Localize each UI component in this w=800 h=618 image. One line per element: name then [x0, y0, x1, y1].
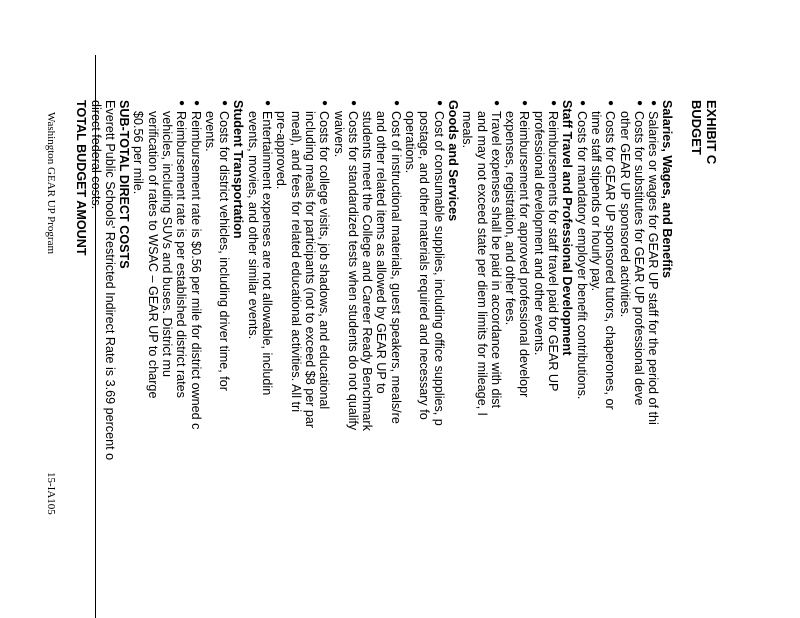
bullet-icon: ● — [319, 100, 331, 107]
list-item-text: and other related items as allowed by GEAR UP to — [374, 111, 389, 394]
list-item — [246, 100, 275, 618]
section-item-list — [246, 100, 446, 618]
bullet-icon: ● — [262, 100, 274, 107]
indirect-rate-text — [88, 100, 117, 618]
bullet-icon: ● — [519, 100, 531, 107]
list-item-text: Reimbursement for approved professional developr — [517, 111, 532, 398]
list-item-text: waivers. — [331, 111, 346, 158]
list-item-text: meals. — [460, 111, 475, 149]
list-item-text: professional development and other events. — [531, 111, 546, 356]
bullet-icon: ● — [633, 100, 645, 107]
list-item-text: Costs for college visits, job shadows, and educational — [317, 111, 332, 410]
list-item-text: Costs for GEAR UP sponsored tutors, chaperones, or — [603, 111, 618, 410]
section-item-list — [131, 100, 231, 618]
list-item-text: Costs for mandatory employer benefit contributions. — [574, 111, 589, 400]
list-item-text: Reimbursement rate is $0.56 per mile for district owned c — [188, 111, 203, 430]
list-item — [360, 100, 403, 618]
section-heading: Student Transportation — [231, 100, 246, 239]
list-item-text: vehicles, including SUVs and buses. District mu — [160, 111, 175, 377]
bullet-icon: ● — [347, 100, 359, 107]
list-item — [403, 100, 446, 618]
list-item-text: Reimbursements for staff travel paid for GEAR UP — [546, 111, 561, 392]
bullet-icon: ● — [648, 100, 660, 107]
budget-document-body — [74, 100, 719, 618]
exhibit-label: EXHIBIT C — [704, 100, 719, 165]
list-item — [503, 100, 532, 618]
section-heading: Staff Travel and Professional Development — [560, 100, 575, 356]
total-heading: TOTAL BUDGET AMOUNT — [74, 100, 89, 256]
bullet-icon: ● — [605, 100, 617, 107]
bullet-icon: ● — [219, 100, 231, 107]
subtotal-heading: SUB-TOTAL DIRECT COSTS — [117, 100, 132, 269]
bullet-icon: ● — [490, 100, 502, 107]
list-item-text: meal), and fees for related educational activities. All tri — [288, 111, 303, 413]
bullet-icon: ● — [390, 100, 402, 107]
list-item — [331, 100, 360, 618]
list-item-text: time staff stipends or hourly pay. — [588, 111, 603, 292]
list-item-text: Cost of instructional materials, guest speakers, meals/re — [388, 111, 403, 424]
list-item-text: Costs for district vehicles, including driver time, for — [217, 111, 232, 391]
section-item-list — [460, 100, 560, 618]
section-heading: Salaries, Wages, and Benefits — [660, 100, 675, 279]
list-item-text: Entertainment expenses are not allowable, includin — [260, 111, 275, 396]
bullet-icon: ● — [433, 100, 445, 107]
list-item — [188, 100, 202, 618]
list-item-text: including meals for participants (not to exceed $8 per par — [302, 111, 317, 429]
budget-sections — [131, 100, 674, 618]
list-item-text: verification of rates to WSAC – GEAR UP to charge — [145, 111, 160, 399]
list-item — [646, 100, 660, 618]
list-item-text: students meet the College and Career Ready Benchmark — [360, 111, 375, 431]
list-item-text: Salaries or wages for GEAR UP staff for the period of thi — [646, 111, 661, 425]
indirect-rate-line: direct federal costs. — [88, 100, 103, 210]
footer-program-name: Washington GEAR UP Program — [45, 112, 57, 255]
list-item-text: pre-approved. — [274, 111, 289, 190]
indirect-rate-line: Everett Public Schools' Restricted Indirect Rate is 3.69 percent o — [102, 100, 117, 461]
section-item-list — [574, 100, 660, 618]
list-item-text: Travel expenses shall be paid in accordance with dist — [488, 111, 503, 409]
list-item — [589, 100, 618, 618]
bullet-icon: ● — [548, 100, 560, 107]
list-item — [574, 100, 588, 618]
bullet-icon: ● — [576, 100, 588, 107]
list-item-text: Reimbursement rate is per established district rates — [174, 111, 189, 398]
footer-document-code: 15-IA105 — [45, 472, 57, 515]
list-item-text: other GEAR UP sponsored activities. — [617, 111, 632, 318]
list-item — [274, 100, 331, 618]
bullet-icon: ● — [176, 100, 188, 107]
list-item — [203, 100, 232, 618]
list-item-text: events, movies, and other similar events. — [245, 111, 260, 340]
list-item — [131, 100, 188, 618]
list-item-text: postage, and other materials required and necessary fo — [417, 111, 432, 420]
budget-title: BUDGET — [688, 100, 704, 155]
list-item — [617, 100, 646, 618]
list-item-text: Cost of consumable supplies, including office supplies, p — [431, 111, 446, 426]
list-item-text: Costs for standardized tests when students do not qualify — [345, 111, 360, 431]
section-heading: Goods and Services — [445, 100, 460, 222]
list-item-text: operations. — [403, 111, 418, 174]
list-item — [460, 100, 503, 618]
list-item-text: events. — [202, 111, 217, 152]
list-item-text: expenses, registration, and other fees. — [503, 111, 518, 326]
list-item-text: and may not exceed state per diem limits for mileage, l — [474, 111, 489, 416]
list-item — [531, 100, 560, 618]
list-item-text: Costs for substitutes for GEAR UP professional deve — [631, 111, 646, 406]
list-item-text: $0.56 per mile. — [131, 111, 146, 195]
bullet-icon: ● — [190, 100, 202, 107]
